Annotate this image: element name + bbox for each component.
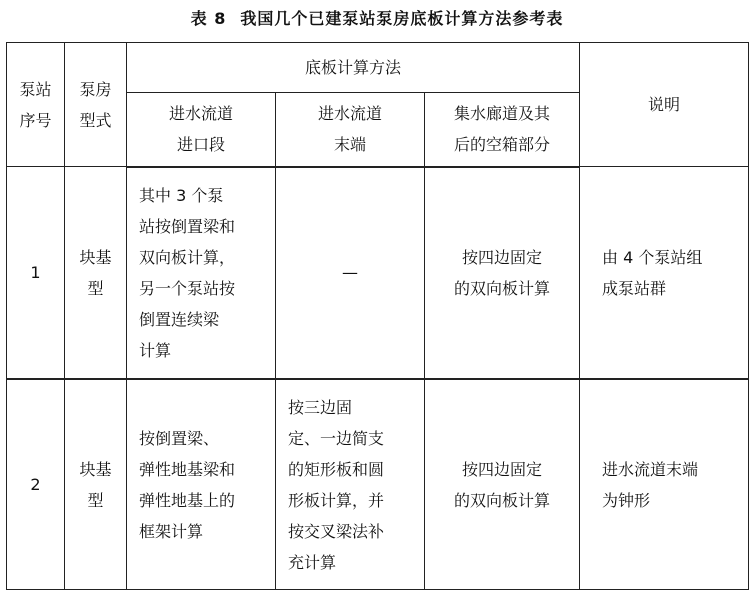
header-pump-type: 泵房 型式 (65, 43, 127, 167)
table-row (7, 167, 749, 379)
header-gallery: 集水廊道及其 后的空箱部分 (425, 93, 580, 167)
reference-table (6, 42, 749, 590)
cell-outlet-end: — (276, 167, 425, 379)
cell-station-no: 2 (7, 379, 65, 589)
cell-station-no: 1 (7, 167, 65, 379)
cell-pump-type: 块基 型 (65, 167, 127, 379)
table-title-text: 我国几个已建泵站泵房底板计算方法参考表 (240, 9, 564, 28)
table-number: 表 8 (190, 9, 227, 28)
cell-pump-type: 块基 型 (65, 379, 127, 589)
cell-inlet: 其中 3 个泵 站按倒置梁和 双向板计算， 另一个泵站按 倒置连续梁 计算 (127, 167, 276, 379)
cell-outlet-end: 按三边固 定、一边简支 的矩形板和圆 形板计算，并 按交叉梁法补 充计算 (276, 379, 425, 589)
cell-gallery: 按四边固定 的双向板计算 (425, 379, 580, 589)
table-row (7, 379, 749, 589)
header-notes: 说明 (580, 43, 749, 167)
header-station-no: 泵站 序号 (7, 43, 65, 167)
header-method-group: 底板计算方法 (127, 43, 580, 93)
header-inlet: 进水流道 进口段 (127, 93, 276, 167)
cell-inlet: 按倒置梁、 弹性地基梁和 弹性地基上的 框架计算 (127, 379, 276, 589)
cell-notes: 进水流道末端 为钟形 (580, 379, 749, 589)
table-title (0, 6, 754, 29)
cell-gallery: 按四边固定 的双向板计算 (425, 167, 580, 379)
cell-notes: 由 4 个泵站组 成泵站群 (580, 167, 749, 379)
header-outlet-end: 进水流道 末端 (276, 93, 425, 167)
